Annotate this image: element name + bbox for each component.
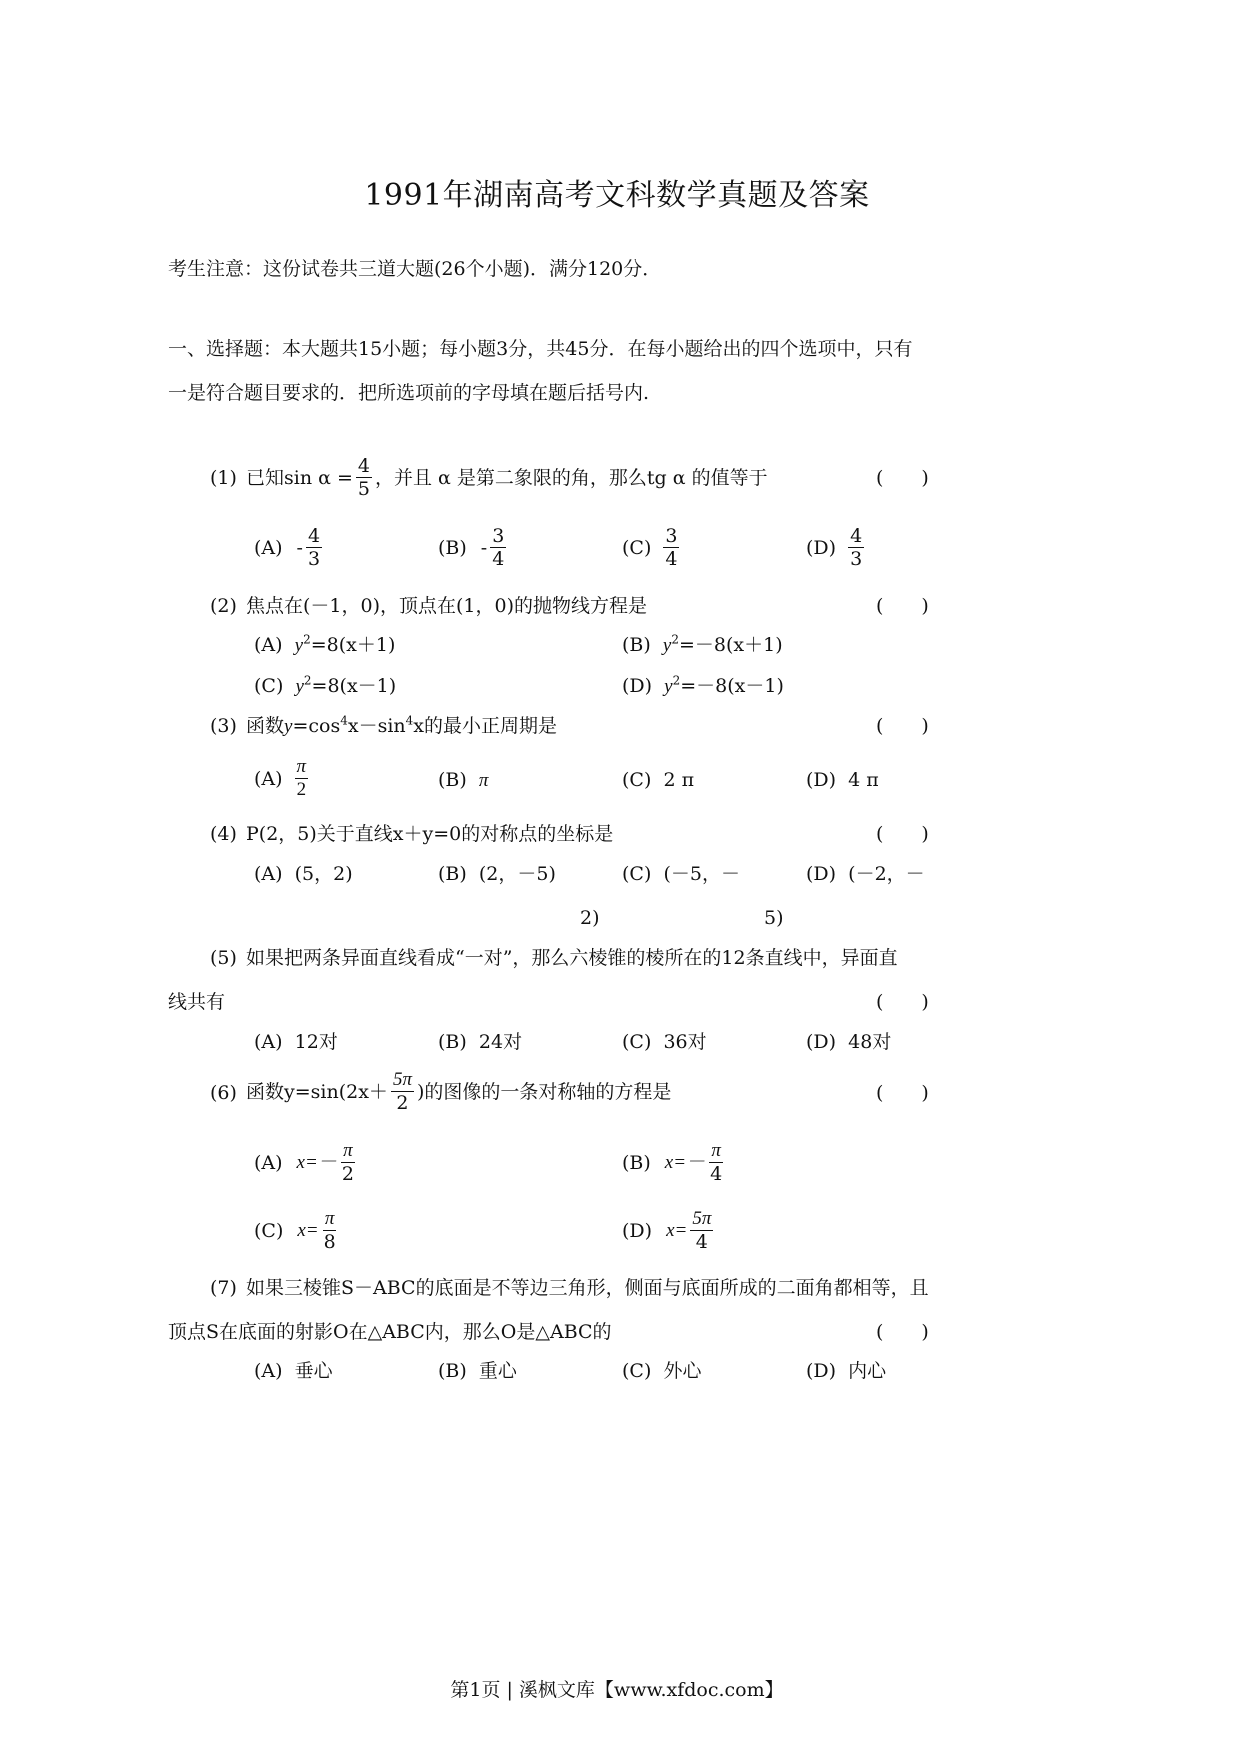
question-1-text-pre: 已知sin α = (246, 466, 353, 489)
option-label: (B) (438, 863, 467, 885)
fraction-numerator: 4 (357, 455, 370, 477)
option-label: (D) (622, 675, 653, 697)
fraction-numerator: 5π (392, 1069, 412, 1090)
question-1-option-d (806, 525, 867, 570)
question-6-option-d (622, 1208, 716, 1253)
page-title: 1991年湖南高考文科数学真题及答案 (364, 178, 870, 213)
question-3-variable: y (284, 716, 293, 737)
option-variable: y (664, 676, 673, 697)
option-label: (B) (438, 1360, 467, 1382)
option-label: (A) (254, 863, 283, 885)
option-label: (D) (622, 1219, 653, 1242)
option-text: 垂心 (294, 1360, 333, 1382)
fraction-numerator: 3 (665, 525, 678, 547)
option-label: (B) (438, 1031, 467, 1053)
option-label: (D) (806, 1360, 837, 1382)
question-2-option-c (254, 674, 396, 699)
answer-blank-6: ( ) (876, 1082, 929, 1104)
option-fraction (708, 1140, 724, 1185)
option-text: 36对 (663, 1031, 707, 1053)
option-label: (A) (254, 536, 283, 559)
question-2-number: (2) (210, 595, 237, 617)
option-text: (－2，－ (848, 863, 925, 885)
option-label: (C) (622, 1031, 652, 1053)
question-4-number: (4) (210, 823, 237, 845)
question-7-text-line1: 如果三棱锥S－ABC的底面是不等边三角形，侧面与底面所成的二面角都相等，且 (246, 1277, 929, 1299)
question-3-text-e: x的最小正周期是 (413, 715, 557, 737)
option-fraction (848, 525, 864, 570)
exam-notice: 考生注意：这份试卷共三道大题(26个小题)．满分120分． (168, 258, 662, 280)
question-5-option-d (806, 1030, 891, 1054)
option-variable: y (294, 635, 304, 656)
question-4-option-a (254, 862, 353, 886)
question-3-option-d (806, 768, 879, 792)
question-3-option-a (254, 756, 311, 801)
option-text: x=－ (664, 1151, 706, 1173)
option-text: π (478, 770, 489, 791)
question-2-option-d (622, 674, 784, 699)
question-5-option-c (622, 1030, 707, 1054)
question-2-option-b (622, 633, 783, 658)
section-instructions-line1: 一、选择题：本大题共15小题；每小题3分，共45分．在每小题给出的四个选项中，只有 (168, 338, 913, 360)
question-1-option-b (438, 525, 509, 570)
option-variable: y (662, 635, 672, 656)
exponent: 4 (340, 713, 348, 728)
question-6-number: (6) (210, 1082, 237, 1104)
section-instructions-line2: 一是符合题目要求的．把所选项前的字母填在题后括号内. (168, 382, 650, 404)
question-4-option-d-wrap: 5) (764, 907, 784, 929)
option-variable: y (295, 676, 304, 697)
fraction-denominator: 3 (307, 548, 321, 570)
fraction-numerator: π (324, 1208, 335, 1229)
fraction-denominator: 2 (341, 1163, 354, 1185)
question-3-text (246, 714, 557, 739)
option-exponent: 2 (671, 632, 679, 647)
option-text: x= (297, 1219, 319, 1241)
option-text: 2 π (663, 769, 695, 791)
option-label: (B) (622, 1151, 651, 1174)
option-fraction (663, 525, 679, 570)
question-6-stem (246, 1069, 671, 1114)
question-4-option-c-wrap: 2) (580, 907, 600, 929)
answer-blank-4: ( ) (876, 823, 929, 845)
option-exponent: 2 (672, 673, 681, 688)
question-5-number: (5) (210, 947, 237, 969)
option-label: (C) (622, 769, 652, 791)
fraction-numerator: π (296, 756, 307, 777)
option-text: x= (666, 1219, 688, 1241)
fraction-numerator: π (343, 1140, 353, 1161)
question-6-option-b (622, 1140, 727, 1185)
option-label: (C) (622, 1360, 652, 1382)
question-6-fraction (391, 1069, 414, 1114)
question-5-option-a (254, 1030, 338, 1054)
question-2-option-a (254, 633, 395, 658)
fraction-denominator: 2 (296, 779, 307, 800)
option-label: (D) (806, 769, 837, 791)
fraction-denominator: 3 (850, 548, 863, 570)
option-fraction (322, 1208, 338, 1253)
option-label: (A) (254, 1360, 283, 1382)
answer-blank-5: ( ) (876, 991, 929, 1013)
fraction-numerator: 3 (492, 525, 505, 547)
answer-blank-7: ( ) (876, 1321, 929, 1343)
option-exponent: 2 (303, 632, 311, 647)
fraction-denominator: 2 (396, 1092, 409, 1114)
question-1-fraction (356, 455, 372, 500)
option-fraction (690, 1208, 713, 1253)
exponent: 4 (405, 713, 414, 728)
fraction-numerator: π (711, 1140, 721, 1161)
question-3-text-d: x－sin (347, 715, 406, 737)
question-1-text-post: ，并且 α 是第二象限的角，那么tg α 的值等于 (375, 466, 768, 489)
option-label: (D) (806, 536, 837, 559)
question-1-number: (1) (210, 467, 237, 489)
page-footer: 第1页 | 溪枫文库【www.xfdoc.com】 (450, 1679, 784, 1701)
option-text: 12对 (294, 1031, 338, 1053)
question-2-text: 焦点在(－1，0)，顶点在(1，0)的抛物线方程是 (246, 595, 648, 617)
question-3-option-b (438, 768, 488, 793)
question-1-option-a (254, 525, 325, 570)
option-text: 重心 (478, 1360, 517, 1382)
option-text: (5，2) (294, 863, 353, 885)
question-5-option-b (438, 1030, 522, 1054)
option-sign: - (480, 536, 488, 559)
option-text: 24对 (478, 1031, 523, 1053)
question-4-option-d (806, 862, 925, 886)
answer-blank-2: ( ) (876, 595, 929, 617)
question-4-option-c (622, 862, 740, 886)
question-7-option-b (438, 1359, 517, 1383)
option-label: (A) (254, 1151, 283, 1174)
question-4-text: P(2，5)关于直线x＋y=0的对称点的坐标是 (246, 823, 614, 845)
option-text: =8(x－1) (311, 675, 397, 697)
question-7-option-d (806, 1359, 886, 1383)
option-label: (D) (806, 1031, 837, 1053)
question-6-option-a (254, 1140, 359, 1185)
fraction-denominator: 5 (357, 478, 370, 500)
answer-blank-3: ( ) (876, 715, 929, 737)
option-label: (B) (438, 769, 467, 791)
option-text: 内心 (848, 1360, 887, 1382)
option-label: (D) (806, 863, 837, 885)
fraction-numerator: 5π (692, 1208, 712, 1229)
option-text: =8(x＋1) (310, 634, 396, 656)
question-3-number: (3) (210, 715, 237, 737)
question-6-option-c (254, 1208, 341, 1253)
fraction-denominator: 4 (710, 1163, 723, 1185)
option-fraction (340, 1140, 356, 1185)
option-exponent: 2 (303, 673, 312, 688)
option-label: (C) (254, 675, 284, 697)
option-label: (B) (622, 634, 651, 656)
question-3-option-c (622, 768, 694, 792)
fraction-denominator: 4 (665, 548, 678, 570)
option-fraction (306, 525, 322, 570)
question-7-number: (7) (210, 1277, 237, 1299)
fraction-numerator: 4 (850, 525, 863, 547)
option-label: (C) (622, 863, 652, 885)
question-1-option-c (622, 525, 682, 570)
option-label: (B) (438, 536, 467, 559)
option-text: x=－ (296, 1151, 337, 1173)
question-5-text-line1: 如果把两条异面直线看成“一对”，那么六棱锥的棱所在的12条直线中，异面直 (246, 947, 898, 969)
question-1-stem (246, 455, 768, 500)
answer-blank-1: ( ) (876, 467, 929, 489)
option-label: (A) (254, 767, 283, 790)
option-label: (C) (254, 1219, 284, 1242)
question-4-option-b (438, 862, 556, 886)
option-text: 外心 (663, 1360, 702, 1382)
option-text: (2，－5) (478, 863, 556, 885)
question-3-text-c: =cos (292, 715, 341, 737)
option-fraction (490, 525, 506, 570)
option-text: =－8(x－1) (680, 675, 784, 697)
option-text: =－8(x＋1) (678, 634, 783, 656)
question-7-text-line2: 顶点S在底面的射影O在△ABC内，那么O是△ABC的 (168, 1321, 612, 1343)
option-text: 4 π (848, 769, 879, 791)
option-sign: - (296, 536, 303, 559)
option-label: (A) (254, 1031, 283, 1053)
fraction-denominator: 4 (492, 548, 505, 570)
question-3-text-a: 函数 (246, 715, 285, 737)
question-5-text-line2: 线共有 (168, 991, 226, 1013)
fraction-numerator: 4 (307, 525, 321, 547)
question-6-text-pre: 函数y=sin(2x＋ (246, 1080, 388, 1103)
fraction-denominator: 8 (323, 1231, 336, 1253)
option-label: (A) (254, 634, 283, 656)
option-text: (－5，－ (663, 863, 740, 885)
option-text: 48对 (848, 1031, 892, 1053)
question-7-option-c (622, 1359, 701, 1383)
option-fraction (295, 756, 309, 801)
question-6-text-post: )的图像的一条对称轴的方程是 (416, 1080, 672, 1103)
question-7-option-a (254, 1359, 333, 1383)
option-label: (C) (622, 536, 652, 559)
fraction-denominator: 4 (695, 1231, 708, 1253)
